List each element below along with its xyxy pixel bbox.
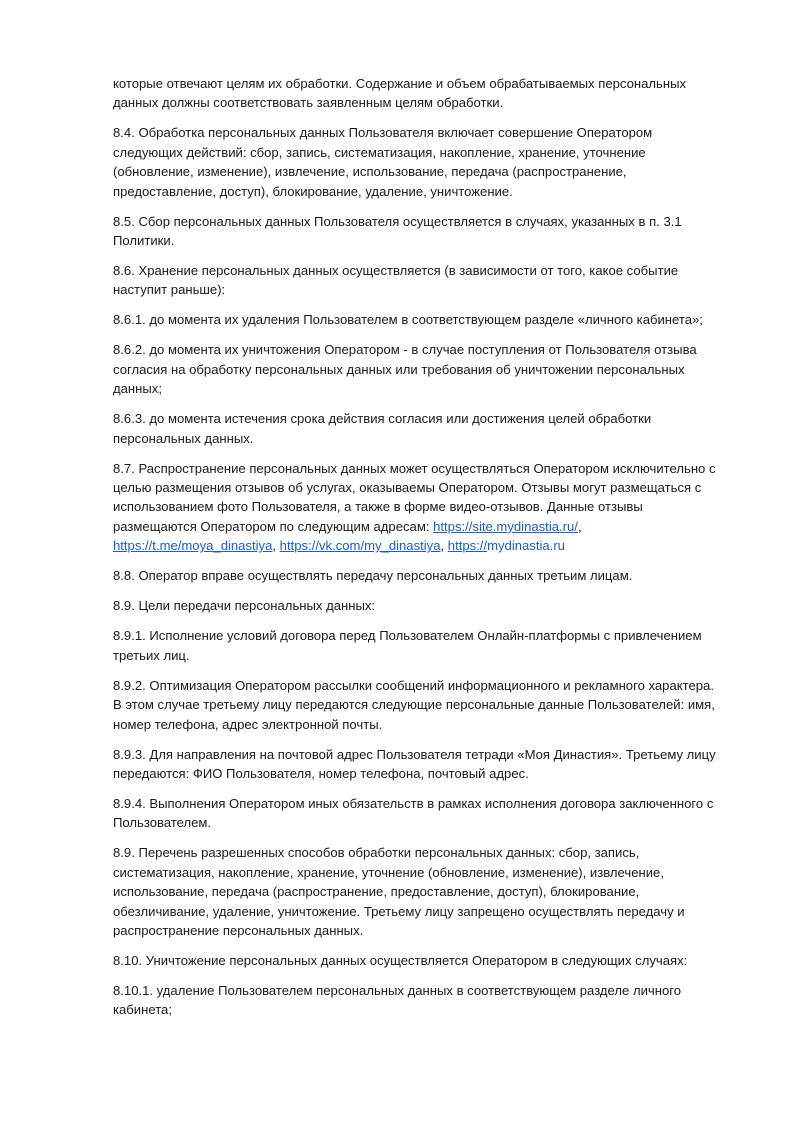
- paragraph-line: использованием фото Пользователя, а также в форме видео-отзывов. Данные отзывы: [113, 499, 643, 515]
- paragraph-line: 8.8. Оператор вправе осуществлять передачу персональных данных третьим лицам.: [113, 568, 633, 584]
- link-telegram[interactable]: https://t.me/moya_dinastiya: [113, 538, 273, 554]
- paragraph-line: 8.6.3. до момента истечения срока действия согласия или достижения целей обработки: [113, 411, 652, 427]
- link-mydinastia[interactable]: [448, 538, 565, 553]
- paragraph-line: 8.7. Распространение персональных данных может осуществляться Оператором исключительно с: [113, 460, 716, 476]
- link-separator: ,: [272, 538, 280, 554]
- paragraph-line: 8.6.1. до момента их удаления Пользователем в соответствующем разделе «личного кабинета»;: [113, 312, 703, 328]
- paragraph-line: которые отвечают целям их обработки. Содержание и объем обрабатываемых персональных: [113, 76, 687, 91]
- paragraph-line: распространение персональных данных.: [113, 922, 364, 938]
- paragraph-line: третьих лиц.: [113, 647, 190, 663]
- paragraph-8-9-2: [113, 676, 738, 734]
- paragraph-line: 8.4. Обработка персональных данных Пользователя включает совершение Оператором: [113, 125, 653, 141]
- link-mydinastia-scheme[interactable]: https://: [447, 538, 488, 554]
- paragraph-line: Пользователем.: [113, 815, 212, 831]
- paragraph-8-7: [113, 459, 738, 556]
- paragraph-8-5: [113, 212, 738, 251]
- paragraph-line: данных;: [113, 381, 162, 397]
- paragraph-8-6-1: [113, 310, 738, 329]
- paragraph-line: В этом случае третьему лицу передаются следующие персональные данные Пользователей: имя,: [113, 697, 715, 713]
- addresses-intro-text: размещаются Оператором по следующим адресам:: [113, 518, 434, 534]
- paragraph-line: передаются: ФИО Пользователя, номер телефона, почтовый адрес.: [113, 765, 529, 781]
- paragraph-line: согласия на обработку персональных данных или требования об уничтожении персональных: [113, 361, 685, 377]
- link-separator: ,: [440, 538, 448, 554]
- link-mydinastia-host[interactable]: mydinastia.ru: [487, 538, 565, 554]
- paragraph-line: 8.9.4. Выполнения Оператором иных обязательств в рамках исполнения договора заключенного с: [113, 795, 714, 811]
- paragraphs-before-8-7: [113, 74, 738, 448]
- paragraph-line: 8.6. Хранение персональных данных осуществляется (в зависимости от того, какое событие: [113, 263, 679, 279]
- paragraph-line: [113, 517, 738, 536]
- paragraph-line: (обновление, изменение), извлечение, использование, передача (распространение,: [113, 164, 627, 180]
- paragraph-8-9-1: [113, 626, 738, 665]
- paragraph-8-9-b: [113, 843, 738, 940]
- link-vk[interactable]: https://vk.com/my_dinastiya: [279, 538, 441, 554]
- document-page: [113, 74, 738, 1030]
- paragraph-line: 8.9.3. Для направления на почтовой адрес Пользователя тетради «Моя Династия». Третьему лицу: [113, 746, 716, 762]
- paragraph-line: персональных данных.: [113, 430, 254, 446]
- paragraph-line: систематизация, накопление, хранение, уточнение (обновление, изменение), извлечение,: [113, 864, 664, 880]
- paragraph-line: Политики.: [113, 233, 175, 249]
- paragraph-line: кабинета;: [113, 1002, 172, 1018]
- paragraph-8-9-3: [113, 745, 738, 784]
- paragraphs-after-8-7: [113, 566, 738, 1019]
- paragraph-8-6: [113, 261, 738, 300]
- paragraph-8-10: [113, 951, 738, 970]
- paragraph-line: предоставление, доступ), блокирование, удаление, уничтожение.: [113, 183, 513, 199]
- paragraph-8-10-1: [113, 981, 738, 1020]
- paragraph-line: обезличивание, удаление, уничтожение. Третьему лицу запрещено осуществлять передачу и: [113, 903, 685, 919]
- link-site-mydinastia[interactable]: https://site.mydinastia.ru/: [433, 518, 578, 534]
- paragraph-line: 8.9.2. Оптимизация Оператором рассылки сообщений информационного и рекламного характера.: [113, 677, 714, 693]
- paragraph-8-6-3: [113, 409, 738, 448]
- paragraph-8-6-2: [113, 340, 738, 398]
- paragraph-line: 8.10. Уничтожение персональных данных осуществляется Оператором в следующих случаях:: [113, 952, 688, 968]
- paragraph-line: номер телефона, адрес электронной почты.: [113, 716, 383, 732]
- paragraph-line: 8.9. Цели передачи персональных данных:: [113, 598, 376, 614]
- paragraph-8-9-4: [113, 794, 738, 833]
- paragraph-line: наступит раньше):: [113, 282, 226, 298]
- paragraph-line: целью размещения отзывов об услугах, оказываемы Оператором. Отзывы могут размещаться с: [113, 480, 702, 496]
- paragraph-line: 8.9.1. Исполнение условий договора перед Пользователем Онлайн-платформы с привлечением: [113, 628, 702, 644]
- paragraph-line: следующих действий: сбор, запись, систематизация, накопление, хранение, уточнение: [113, 144, 646, 160]
- paragraph-8-3-cont: [113, 74, 738, 113]
- paragraph-8-9: [113, 596, 738, 615]
- paragraph-line: 8.9. Перечень разрешенных способов обработки персональных данных: сбор, запись,: [113, 845, 640, 861]
- link-separator: ,: [577, 518, 582, 534]
- paragraph-line: 8.10.1. удаление Пользователем персональных данных в соответствующем разделе личного: [113, 982, 682, 998]
- paragraph-line: использование, передача (распространение, предоставление, доступ), блокирование,: [113, 884, 640, 900]
- paragraph-line: 8.5. Сбор персональных данных Пользователя осуществляется в случаях, указанных в п. 3.1: [113, 213, 682, 229]
- paragraph-8-4: [113, 123, 738, 201]
- paragraph-line: данных должны соответствовать заявленным целям обработки.: [113, 95, 504, 111]
- paragraph-8-8: [113, 566, 738, 585]
- paragraph-line: 8.6.2. до момента их уничтожения Оператором - в случае поступления от Пользователя отзыва: [113, 342, 697, 358]
- paragraph-line: [113, 536, 738, 555]
